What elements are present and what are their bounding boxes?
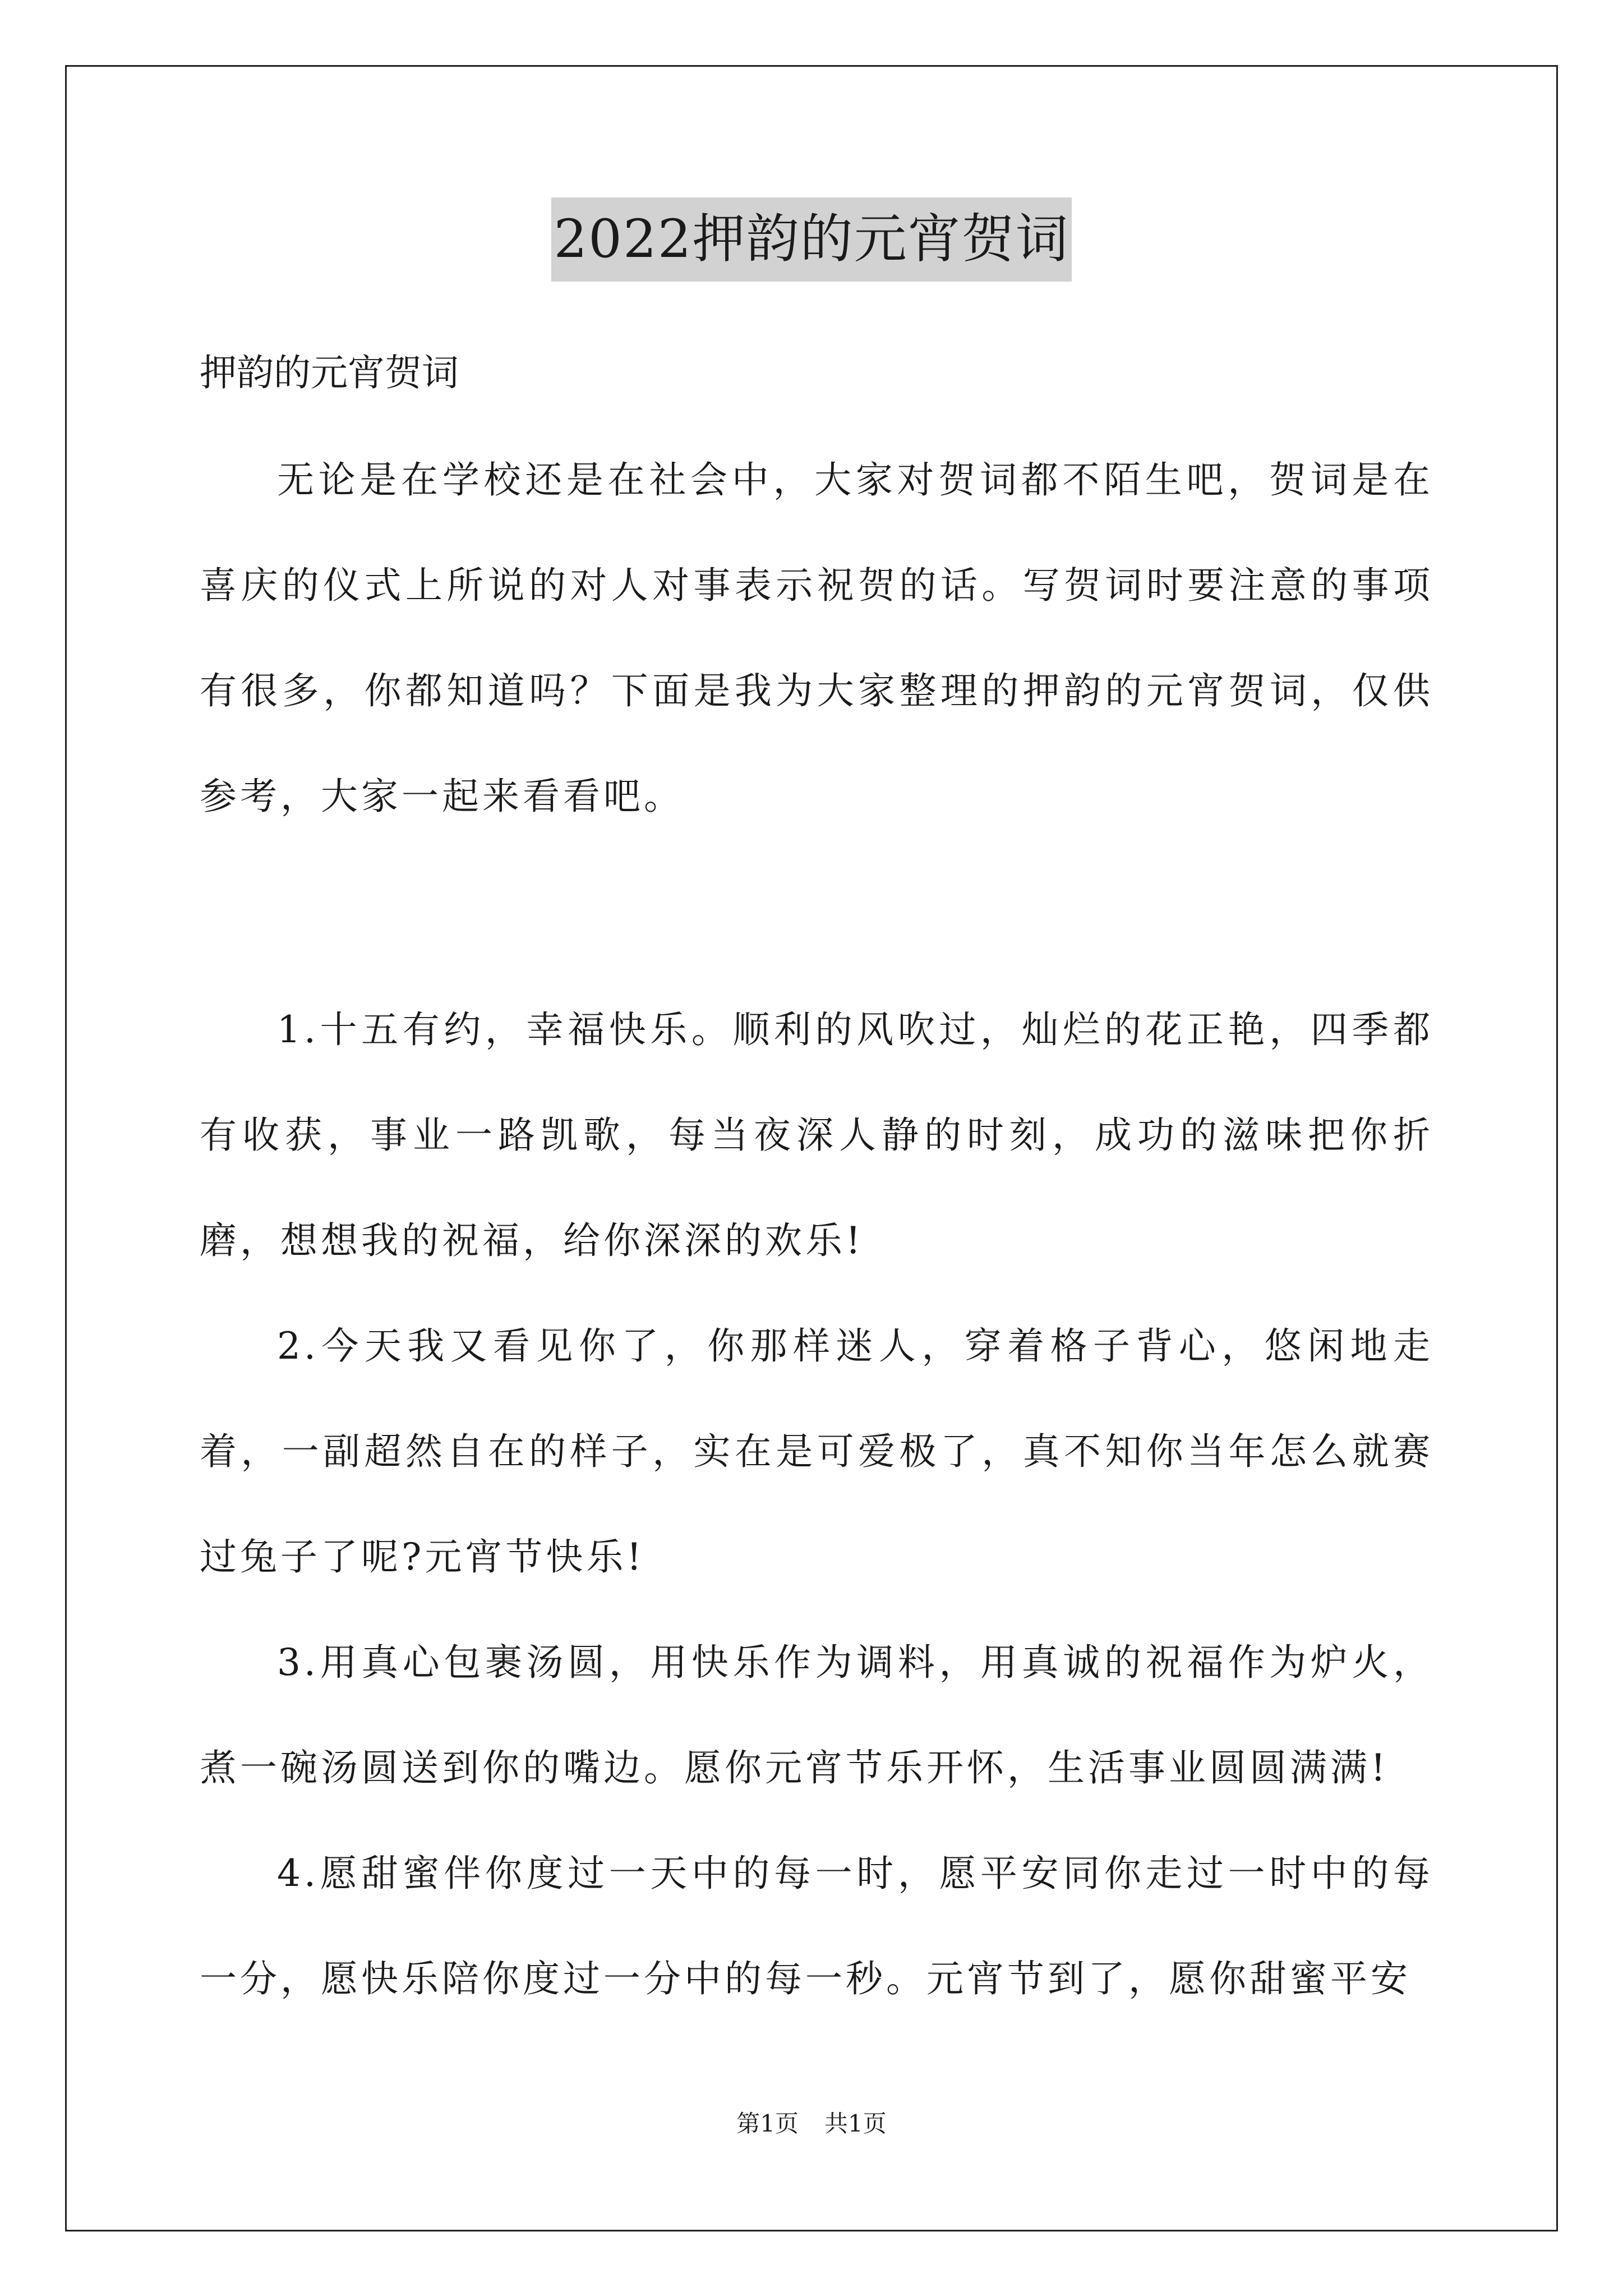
greeting-paragraph-2: 2.今天我又看见你了，你那样迷人，穿着格子背心，悠闲地走着，一副超然自在的样子，实在是可爱极了，真不知你当年怎么就赛过兔子了呢?元宵节快乐! [200, 1324, 1433, 1579]
greeting-paragraph-4: 4.愿甜蜜伴你度过一天中的每一时，愿平安同你走过一时中的每一分，愿快乐陪你度过一分中的每一秒。元宵节到了，愿你甜蜜平安 [200, 1852, 1433, 2000]
page-total: 共1页 [824, 2110, 887, 2137]
page-footer [0, 2107, 1623, 2141]
document-subtitle: 押韵的元宵贺词 [200, 351, 459, 394]
document-body [200, 331, 1433, 2032]
intro-paragraph: 无论是在学校还是在社会中，大家对贺词都不陌生吧，贺词是在喜庆的仪式上所说的对人对事表示祝贺的话。写贺词时要注意的事项有很多，你都知道吗？下面是我为大家整理的押韵的元宵贺词，仅供参考，大家一起来看看吧。 [200, 458, 1433, 818]
page-number: 第1页 [736, 2110, 799, 2137]
document-title: 2022押韵的元宵贺词 [551, 197, 1071, 282]
greeting-paragraph-1: 1.十五有约，幸福快乐。顺利的风吹过，灿烂的花正艳，四季都有收获，事业一路凯歌，每当夜深人静的时刻，成功的滋味把你折磨，想想我的祝福，给你深深的欢乐! [200, 1008, 1433, 1262]
title-container [0, 197, 1623, 282]
greeting-paragraph-3: 3.用真心包裹汤圆，用快乐作为调料，用真诚的祝福作为炉火，煮一碗汤圆送到你的嘴边。愿你元宵节乐开怀，生活事业圆圆满满! [200, 1641, 1433, 1789]
